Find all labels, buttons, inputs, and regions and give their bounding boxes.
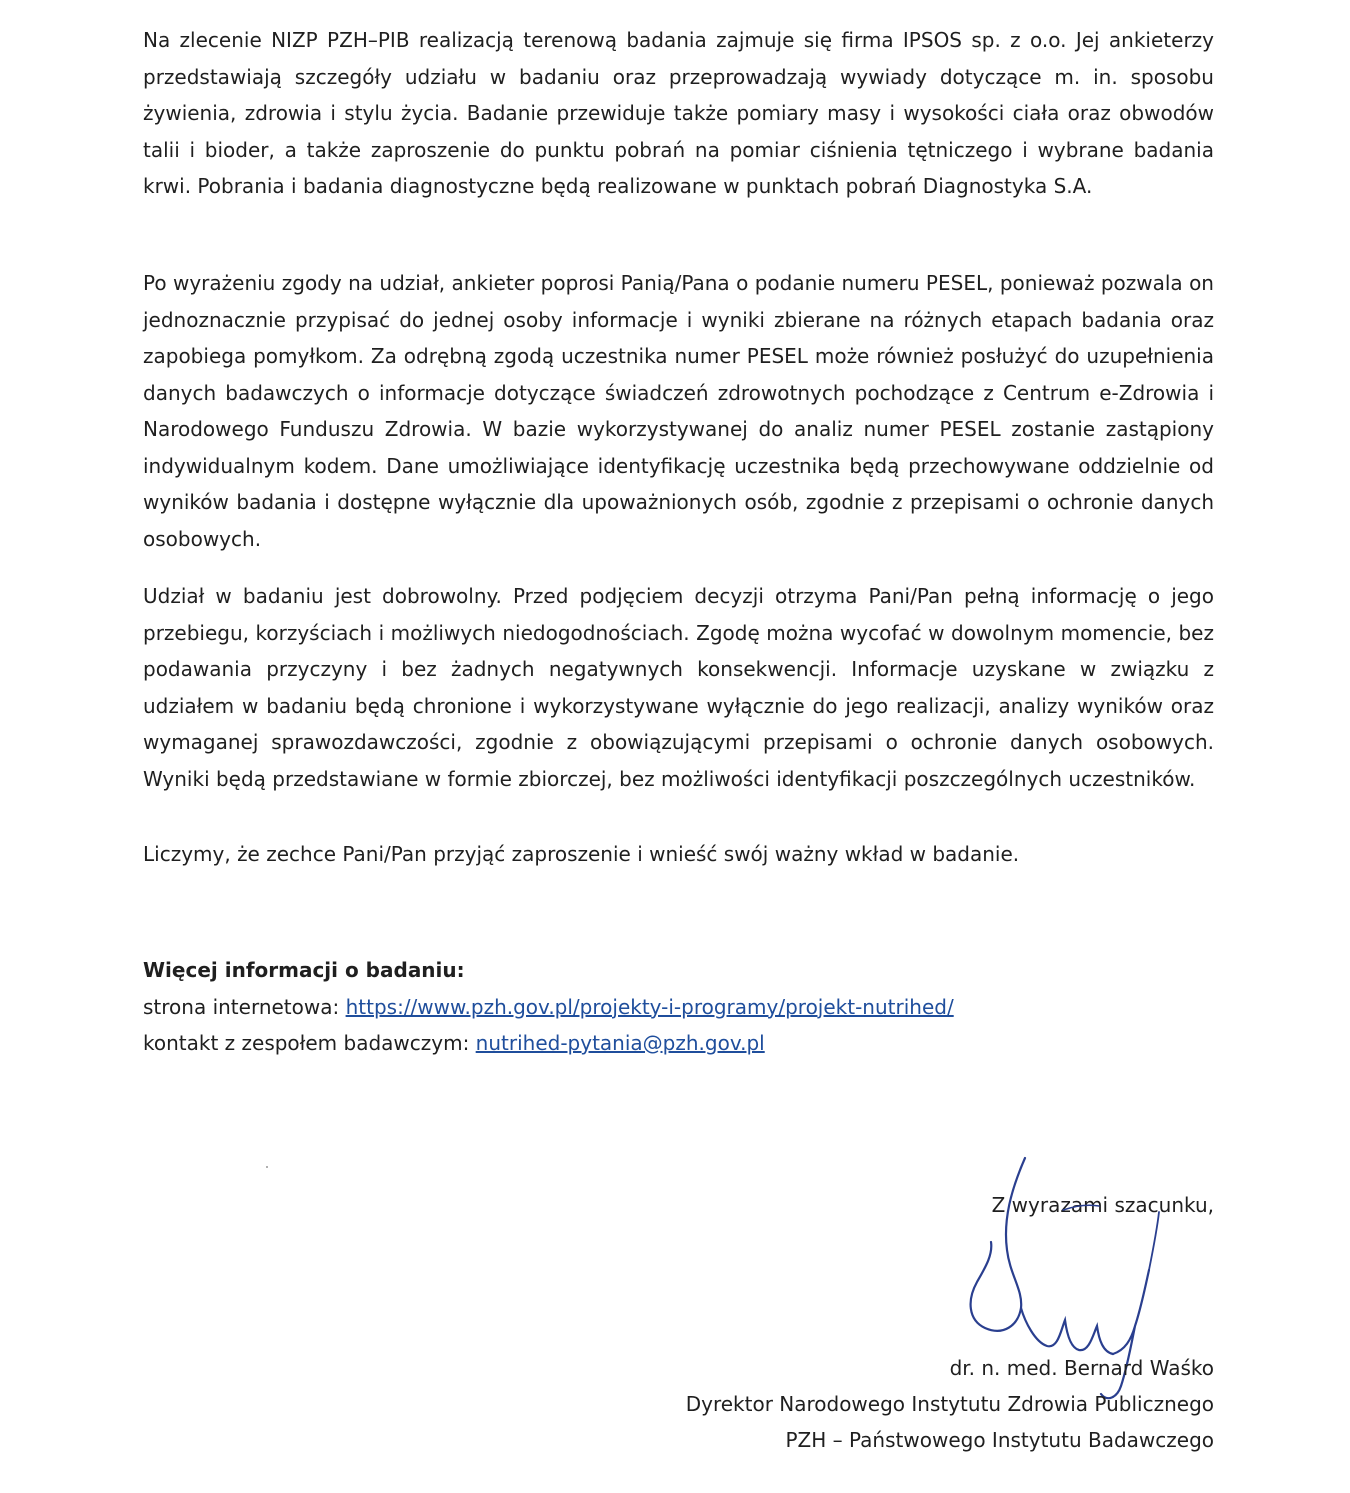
contact-line — [143, 1025, 1214, 1062]
contact-label: kontakt z zespołem badawczym: — [143, 1031, 476, 1055]
signatory-title-line1: Dyrektor Narodowego Instytutu Zdrowia Publicznego — [685, 1392, 1214, 1416]
website-link[interactable]: https://www.pzh.gov.pl/projekty-i-programy/projekt-nutrihed/ — [345, 994, 954, 1019]
website-line — [143, 989, 1214, 1026]
paragraph-fieldwork: Na zlecenie NIZP PZH–PIB realizacją terenową badania zajmuje się firma IPSOS sp. z o.o. Jej ankieterzy przedstawiają szczegóły udziału w badaniu oraz przeprowadzają wywiady dotyczące m. in. sposobu żywienia, zdrowia i stylu życia. Badanie przewiduje także pomiary masy i wysokości ciała oraz obwodów talii i bioder, a także zaproszenie do punktu pobrań na pomiar ciśnienia tętniczego i wybrane badania krwi. Pobrania i badania diagnostyczne będą realizowane w punktach pobrań Diagnostyka S.A. — [143, 28, 1214, 198]
contact-email-link[interactable]: nutrihed-pytania@pzh.gov.pl — [475, 1031, 765, 1055]
scan-speck — [266, 1166, 268, 1168]
paragraph-pesel: Po wyrażeniu zgody na udział, ankieter poprosi Panią/Pana o podanie numeru PESEL, ponieważ pozwala on jednoznacznie przypisać do jednej osoby informacje i wyniki zbierane na różnych etapach badania oraz zapobiega pomyłkom. Za odrębną zgodą uczestnika numer PESEL może również posłużyć do uzupełnienia danych badawczych o informacje dotyczące świadczeń zdrowotnych pochodzące z Centrum e-Zdrowia i Narodowego Funduszu Zdrowia. W bazie wykorzystywanej do analiz numer PESEL zostanie zastąpiony indywidualnym kodem. Dane umożliwiające identyfikację uczestnika będą przechowywane oddzielnie od wyników badania i dostępne wyłącznie dla upoważnionych osób, zgodnie z przepisami o ochronie danych osobowych. — [143, 271, 1214, 551]
paragraph-voluntary: Udział w badaniu jest dobrowolny. Przed podjęciem decyzji otrzyma Pani/Pan pełną informację o jego przebiegu, korzyściach i możliwych niedogodnościach. Zgodę można wycofać w dowolnym momencie, bez podawania przyczyny i bez żadnych negatywnych konsekwencji. Informacje uzyskane w związku z udziałem w badaniu będą chronione i wykorzystywane wyłącznie do jego realizacji, analizy wyników oraz wymaganej sprawozdawczości, zgodnie z obowiązującymi przepisami o ochronie danych osobowych. Wyniki będą przedstawiane w formie zbiorczej, bez możliwości identyfikacji poszczególnych uczestników. — [143, 584, 1214, 791]
more-info-section — [143, 952, 1214, 1062]
website-label: strona internetowa: — [143, 994, 346, 1019]
more-info-heading: Więcej informacji o badaniu: — [143, 958, 465, 982]
signatory-title-line2: PZH – Państwowego Instytutu Badawczego — [785, 1428, 1214, 1452]
signatory-name: dr. n. med. Bernard Waśko — [949, 1356, 1214, 1380]
closing-salutation: Z wyrazami szacunku, — [991, 1193, 1214, 1217]
signatory-block — [686, 1350, 1214, 1458]
paragraph-invitation: Liczymy, że zechce Pani/Pan przyjąć zaproszenie i wnieść swój ważny wkład w badanie. — [143, 842, 1020, 866]
